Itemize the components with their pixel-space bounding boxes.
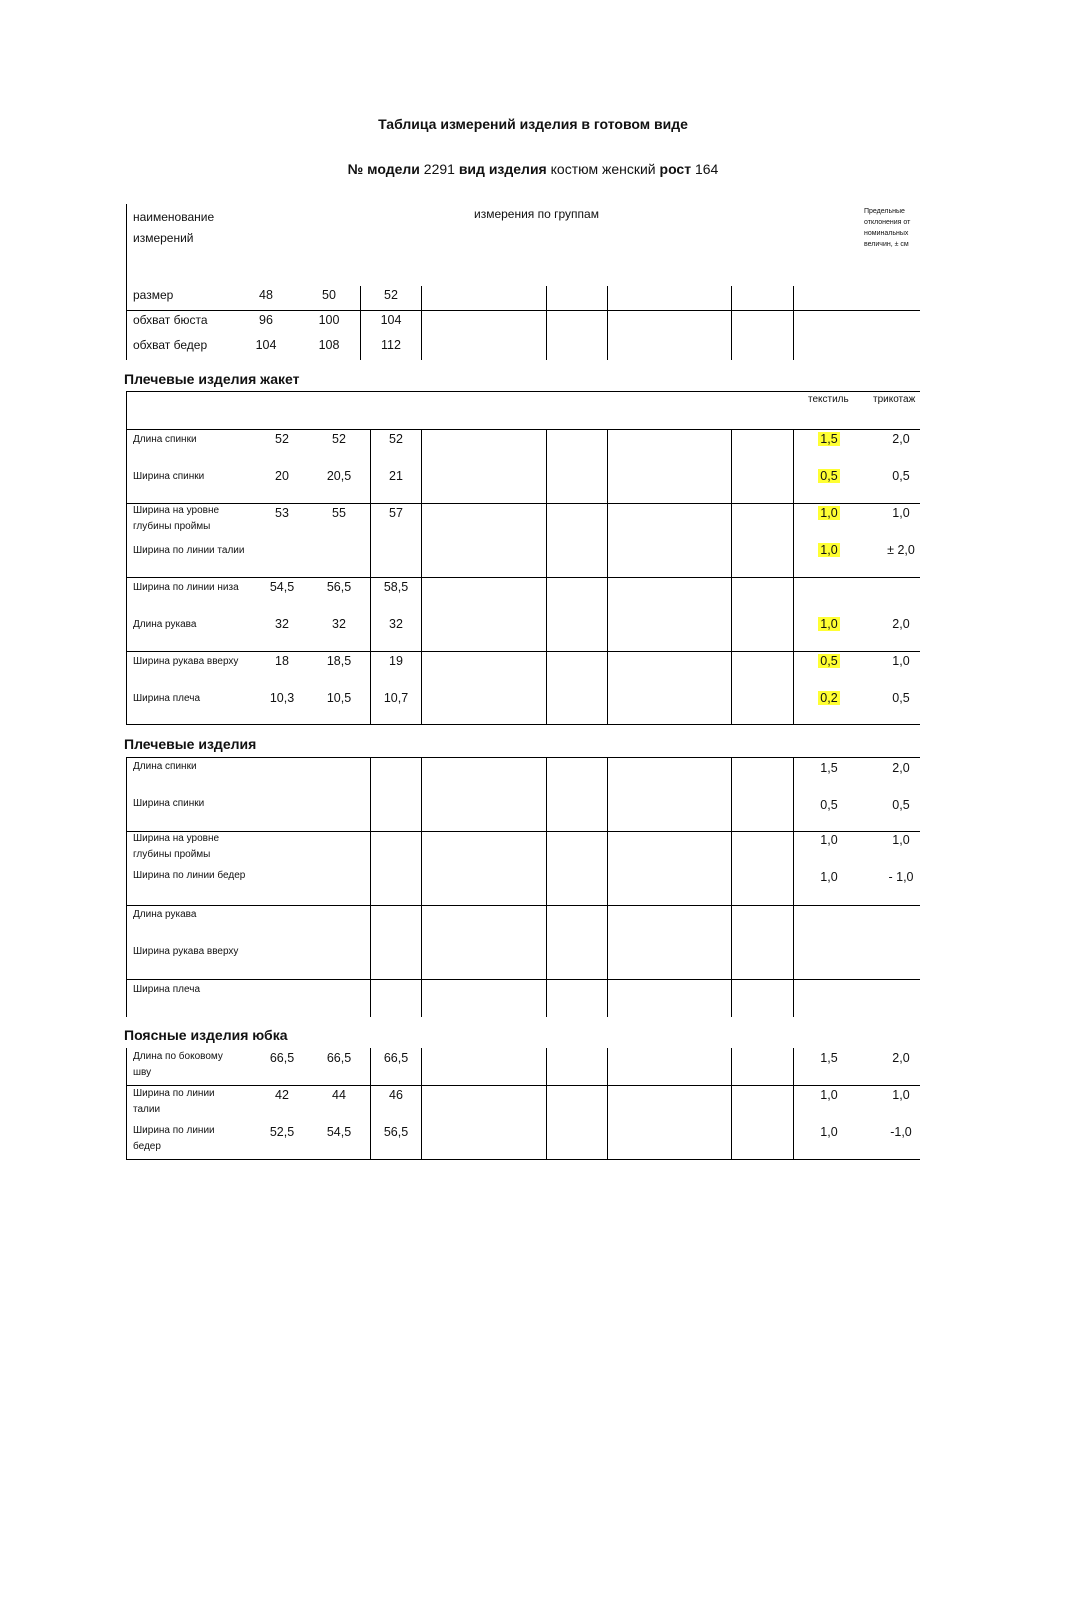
sec1-row-textile-text (827, 580, 831, 594)
sec3-row-value: 66,5 (383, 1051, 409, 1065)
sec1-row-label: Ширина спинки (133, 471, 205, 482)
size-row-value: 104 (255, 338, 277, 352)
height-value: 164 (694, 161, 719, 177)
sec1-row-label: Ширина на уровне глубины проймы (133, 505, 220, 532)
sec2-row-label: Ширина на уровне глубины проймы (133, 833, 220, 860)
header-groups-col: измерения по группам (474, 207, 599, 221)
sec3-row-label: Ширина по линии талии (133, 1088, 215, 1115)
document-title: Таблица измерений изделия в готовом виде (378, 116, 688, 132)
size-row-value: 48 (259, 288, 273, 302)
model-line (0, 161, 1066, 177)
sec3-row-textile: 1,0 (820, 1088, 838, 1102)
sec1-row-textile-text: 1,0 (820, 617, 838, 631)
sec1-row-value: 32 (275, 617, 289, 631)
sec2-row-knit: 1,0 (892, 833, 910, 847)
sec3-row-textile: 1,0 (820, 1125, 838, 1139)
sec1-row-value: 57 (389, 506, 403, 520)
sec1-row-value: 52 (332, 432, 346, 446)
sec1-row-knit: 1,0 (892, 506, 910, 520)
size-row-value: 50 (322, 288, 336, 302)
sec1-row-textile (804, 652, 854, 670)
size-row-label: обхват бюста (133, 313, 208, 327)
col-knit-header: трикотаж (873, 394, 916, 405)
sec1-row-knit: 2,0 (892, 432, 910, 446)
sec3-row-textile: 1,5 (820, 1051, 838, 1065)
sec3-row-value: 52,5 (269, 1125, 295, 1139)
sec1-row-label: Ширина рукава вверху (133, 656, 239, 667)
sec3-row-value: 44 (332, 1088, 346, 1102)
sec3-row-value: 66,5 (326, 1051, 352, 1065)
sec1-row-value: 18 (275, 654, 289, 668)
sec2-row-textile: 1,5 (820, 761, 838, 775)
sec1-row-value: 10,7 (383, 691, 409, 705)
sec1-row-textile-text: 1,0 (820, 506, 838, 520)
sec1-row-knit: 0,5 (892, 691, 910, 705)
size-row-value: 52 (384, 288, 398, 302)
height-label: рост (659, 161, 692, 177)
type-label: вид изделия (458, 161, 547, 177)
sec2-row-label: Длина рукава (133, 909, 197, 920)
sec1-row-label: Ширина по линии талии (133, 545, 245, 556)
sec1-row-value: 19 (389, 654, 403, 668)
sec3-row-label: Длина по боковому шву (133, 1051, 223, 1078)
size-row-label: размер (133, 288, 174, 302)
sec2-row-label: Ширина плеча (133, 984, 201, 995)
sec1-row-value: 20,5 (326, 469, 352, 483)
sec1-row-knit: ± 2,0 (887, 543, 915, 557)
sec1-row-textile-text: 0,5 (820, 469, 838, 483)
sec1-row-value: 58,5 (383, 580, 409, 594)
sec1-row-knit: 0,5 (892, 469, 910, 483)
header-name-col: наименование измерений (133, 210, 215, 245)
size-row-value: 112 (381, 338, 401, 352)
sec3-row-value: 46 (389, 1088, 403, 1102)
sec1-row-knit: 2,0 (892, 617, 910, 631)
sec2-row-label: Ширина рукава вверху (133, 946, 239, 957)
sec2-row-textile: 1,0 (820, 833, 838, 847)
sec1-row-label: Длина спинки (133, 434, 197, 445)
sec1-row-textile (804, 541, 854, 559)
size-row-value: 104 (380, 313, 402, 327)
sec2-row-textile: 1,0 (820, 870, 838, 884)
sec1-row-textile (804, 689, 854, 707)
sec3-row-value: 42 (275, 1088, 289, 1102)
col-textile-header: текстиль (808, 394, 849, 405)
sec2-row-label: Ширина спинки (133, 798, 205, 809)
sec1-row-textile-text: 0,5 (820, 654, 838, 668)
sec1-row-value: 21 (389, 469, 403, 483)
sec1-row-value: 10,5 (326, 691, 352, 705)
model-label: № модели (347, 161, 420, 177)
sec1-row-value: 32 (389, 617, 403, 631)
sec1-row-textile (804, 615, 854, 633)
sec1-row-value: 18,5 (326, 654, 352, 668)
model-value: 2291 (423, 161, 455, 177)
sec3-row-knit: 1,0 (892, 1088, 910, 1102)
sec1-row-value: 56,5 (326, 580, 352, 594)
sec2-row-label: Длина спинки (133, 761, 197, 772)
sec1-row-label: Ширина по линии низа (133, 582, 239, 593)
sec1-row-value: 55 (332, 506, 346, 520)
sec1-row-label: Длина рукава (133, 619, 197, 630)
sec1-row-textile (804, 430, 854, 448)
section2-title: Плечевые изделия (124, 736, 257, 752)
sec3-row-value: 54,5 (326, 1125, 352, 1139)
sec2-row-knit: 2,0 (892, 761, 910, 775)
sec3-row-value: 66,5 (269, 1051, 295, 1065)
sec3-row-knit: 2,0 (892, 1051, 910, 1065)
sec1-row-textile (804, 467, 854, 485)
sec1-row-knit: 1,0 (892, 654, 910, 668)
sec1-row-textile-text: 1,0 (820, 543, 838, 557)
sec2-row-label: Ширина по линии бедер (133, 870, 246, 881)
sec1-row-value: 20 (275, 469, 289, 483)
sec1-row-textile (804, 504, 854, 522)
sec3-row-value: 56,5 (383, 1125, 409, 1139)
sec1-row-value: 52 (389, 432, 403, 446)
sec1-row-value: 52 (275, 432, 289, 446)
sec1-row-value: 53 (275, 506, 289, 520)
sec1-row-value: 10,3 (269, 691, 295, 705)
sec3-row-label: Ширина по линии бедер (133, 1125, 215, 1152)
sec1-row-value: 54,5 (269, 580, 295, 594)
section3-title: Поясные изделия юбка (124, 1027, 288, 1043)
sec1-row-textile-text: 1,5 (820, 432, 838, 446)
sec2-row-textile: 0,5 (820, 798, 838, 812)
sec2-row-knit: 0,5 (892, 798, 910, 812)
size-row-value: 108 (318, 338, 340, 352)
sec2-row-knit: - 1,0 (888, 870, 914, 884)
type-value: костюм женский (550, 161, 656, 177)
section1-title: Плечевые изделия жакет (124, 371, 300, 387)
sec1-row-label: Ширина плеча (133, 693, 201, 704)
sec1-row-textile-text: 0,2 (820, 691, 838, 705)
size-row-value: 100 (318, 313, 340, 327)
sec3-row-knit: -1,0 (890, 1125, 912, 1139)
size-row-label: обхват бедер (133, 338, 208, 352)
header-tolerance-col: Предельные отклонения от номинальных величин, ± см (864, 208, 911, 248)
sec1-row-textile (804, 578, 854, 596)
sec1-row-value: 32 (332, 617, 346, 631)
size-row-value: 96 (259, 313, 273, 327)
